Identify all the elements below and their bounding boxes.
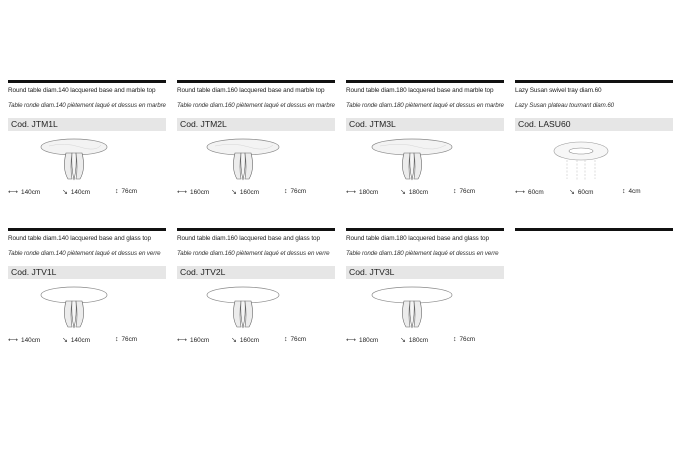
width-arrow-icon: ⟷ bbox=[346, 337, 357, 344]
diagonal-arrow-icon: ↘ bbox=[231, 337, 237, 344]
product-title: Round table diam.140 lacquered base and glass top bbox=[8, 235, 151, 242]
dimensions bbox=[346, 188, 504, 200]
height-value: 76cm bbox=[121, 336, 138, 343]
product-title: Lazy Susan swivel tray diam.60 bbox=[515, 87, 602, 94]
product-card bbox=[515, 80, 673, 200]
product-drawing bbox=[177, 131, 335, 188]
product-card bbox=[346, 228, 504, 348]
height-arrow-icon: ↕ bbox=[115, 336, 119, 343]
depth-value: 180cm bbox=[408, 189, 429, 196]
height-arrow-icon: ↕ bbox=[453, 336, 457, 343]
product-subtitle: Lazy Susan plateau tournant diam.60 bbox=[515, 102, 615, 109]
height-value: 76cm bbox=[459, 336, 476, 343]
card-divider bbox=[346, 228, 504, 231]
height-value: 76cm bbox=[290, 188, 307, 195]
diagonal-arrow-icon: ↘ bbox=[400, 337, 406, 344]
diagonal-arrow-icon: ↘ bbox=[400, 189, 406, 196]
product-code: Cod. JTV2L bbox=[177, 266, 335, 279]
product-subtitle: Table ronde diam.180 piètement laqué et dessus en verre bbox=[346, 250, 499, 257]
card-divider bbox=[515, 228, 673, 231]
dimension-depth bbox=[400, 336, 428, 344]
dimension-height bbox=[622, 188, 641, 195]
product-title: Round table diam.160 lacquered base and marble top bbox=[177, 87, 325, 94]
height-value: 4cm bbox=[628, 188, 641, 195]
product-drawing bbox=[346, 279, 504, 336]
dimension-depth bbox=[62, 336, 90, 344]
card-divider bbox=[177, 228, 335, 231]
dimension-height bbox=[284, 336, 306, 343]
product-drawing bbox=[177, 279, 335, 336]
product-drawing bbox=[346, 131, 504, 188]
product-title: Round table diam.180 lacquered base and glass top bbox=[346, 235, 489, 242]
table-illustration bbox=[177, 279, 327, 336]
dimension-depth bbox=[62, 188, 90, 196]
empty-card bbox=[515, 228, 673, 231]
height-arrow-icon: ↕ bbox=[284, 188, 288, 195]
dimension-depth bbox=[231, 336, 259, 344]
depth-value: 160cm bbox=[239, 337, 260, 344]
product-code: Cod. JTM1L bbox=[8, 118, 166, 131]
card-divider bbox=[177, 80, 335, 83]
product-subtitle: Table ronde diam.160 piètement laqué et dessus en verre bbox=[177, 250, 330, 257]
table-illustration bbox=[515, 131, 665, 188]
table-illustration bbox=[8, 279, 158, 336]
product-card bbox=[177, 228, 335, 348]
dimension-width bbox=[346, 188, 378, 196]
diagonal-arrow-icon: ↘ bbox=[62, 189, 68, 196]
table-illustration bbox=[346, 279, 496, 336]
width-arrow-icon: ⟷ bbox=[177, 337, 188, 344]
depth-value: 60cm bbox=[577, 189, 594, 196]
product-drawing bbox=[8, 279, 166, 336]
dimension-width bbox=[177, 336, 209, 344]
product-title: Round table diam.140 lacquered base and marble top bbox=[8, 87, 156, 94]
table-illustration bbox=[177, 131, 327, 188]
card-divider bbox=[346, 80, 504, 83]
width-arrow-icon: ⟷ bbox=[8, 189, 19, 196]
width-value: 160cm bbox=[190, 189, 210, 196]
product-subtitle: Table ronde diam.140 piètement laqué et dessus en verre bbox=[8, 250, 161, 257]
product-code: Cod. JTM2L bbox=[177, 118, 335, 131]
width-value: 60cm bbox=[528, 189, 544, 196]
depth-value: 140cm bbox=[70, 189, 91, 196]
height-arrow-icon: ↕ bbox=[284, 336, 288, 343]
width-value: 180cm bbox=[359, 189, 379, 196]
product-code: Cod. JTV3L bbox=[346, 266, 504, 279]
dimension-height bbox=[115, 336, 137, 343]
product-subtitle: Table ronde diam.160 piètement laqué et dessus en marbre bbox=[177, 102, 335, 109]
product-title: Round table diam.180 lacquered base and marble top bbox=[346, 87, 494, 94]
product-drawing bbox=[8, 131, 166, 188]
dimension-height bbox=[453, 188, 475, 195]
card-divider bbox=[8, 80, 166, 83]
dimension-height bbox=[115, 188, 137, 195]
width-value: 140cm bbox=[21, 189, 41, 196]
dimensions bbox=[8, 336, 166, 348]
card-divider bbox=[515, 80, 673, 83]
dimension-height bbox=[284, 188, 306, 195]
width-value: 180cm bbox=[359, 337, 379, 344]
depth-value: 180cm bbox=[408, 337, 429, 344]
depth-value: 140cm bbox=[70, 337, 91, 344]
height-value: 76cm bbox=[459, 188, 476, 195]
width-value: 160cm bbox=[190, 337, 210, 344]
product-card bbox=[8, 80, 166, 200]
product-code: Cod. JTV1L bbox=[8, 266, 166, 279]
dimension-width bbox=[8, 336, 40, 344]
height-value: 76cm bbox=[290, 336, 307, 343]
height-arrow-icon: ↕ bbox=[115, 188, 119, 195]
product-card bbox=[346, 80, 504, 200]
dimensions bbox=[515, 188, 673, 200]
dimensions bbox=[177, 336, 335, 348]
width-arrow-icon: ⟷ bbox=[8, 337, 19, 344]
dimension-height bbox=[453, 336, 475, 343]
dimensions bbox=[346, 336, 504, 348]
dimensions bbox=[8, 188, 166, 200]
height-value: 76cm bbox=[121, 188, 138, 195]
width-arrow-icon: ⟷ bbox=[515, 189, 526, 196]
diagonal-arrow-icon: ↘ bbox=[569, 189, 575, 196]
dimension-depth bbox=[231, 188, 259, 196]
dimensions bbox=[177, 188, 335, 200]
product-drawing bbox=[515, 131, 673, 188]
product-code: Cod. LASU60 bbox=[515, 118, 673, 131]
dimension-depth bbox=[400, 188, 428, 196]
product-card bbox=[8, 228, 166, 348]
width-value: 140cm bbox=[21, 337, 41, 344]
product-title: Round table diam.160 lacquered base and glass top bbox=[177, 235, 320, 242]
table-illustration bbox=[346, 131, 496, 188]
product-card bbox=[177, 80, 335, 200]
height-arrow-icon: ↕ bbox=[622, 188, 626, 195]
diagonal-arrow-icon: ↘ bbox=[62, 337, 68, 344]
dimension-depth bbox=[569, 188, 594, 196]
product-subtitle: Table ronde diam.140 piètement laqué et dessus en marbre bbox=[8, 102, 166, 109]
dimension-width bbox=[177, 188, 209, 196]
table-illustration bbox=[8, 131, 158, 188]
dimension-width bbox=[515, 188, 544, 196]
dimension-width bbox=[8, 188, 40, 196]
depth-value: 160cm bbox=[239, 189, 260, 196]
product-code: Cod. JTM3L bbox=[346, 118, 504, 131]
width-arrow-icon: ⟷ bbox=[177, 189, 188, 196]
card-divider bbox=[8, 228, 166, 231]
height-arrow-icon: ↕ bbox=[453, 188, 457, 195]
product-subtitle: Table ronde diam.180 piètement laqué et dessus en marbre bbox=[346, 102, 504, 109]
diagonal-arrow-icon: ↘ bbox=[231, 189, 237, 196]
width-arrow-icon: ⟷ bbox=[346, 189, 357, 196]
dimension-width bbox=[346, 336, 378, 344]
